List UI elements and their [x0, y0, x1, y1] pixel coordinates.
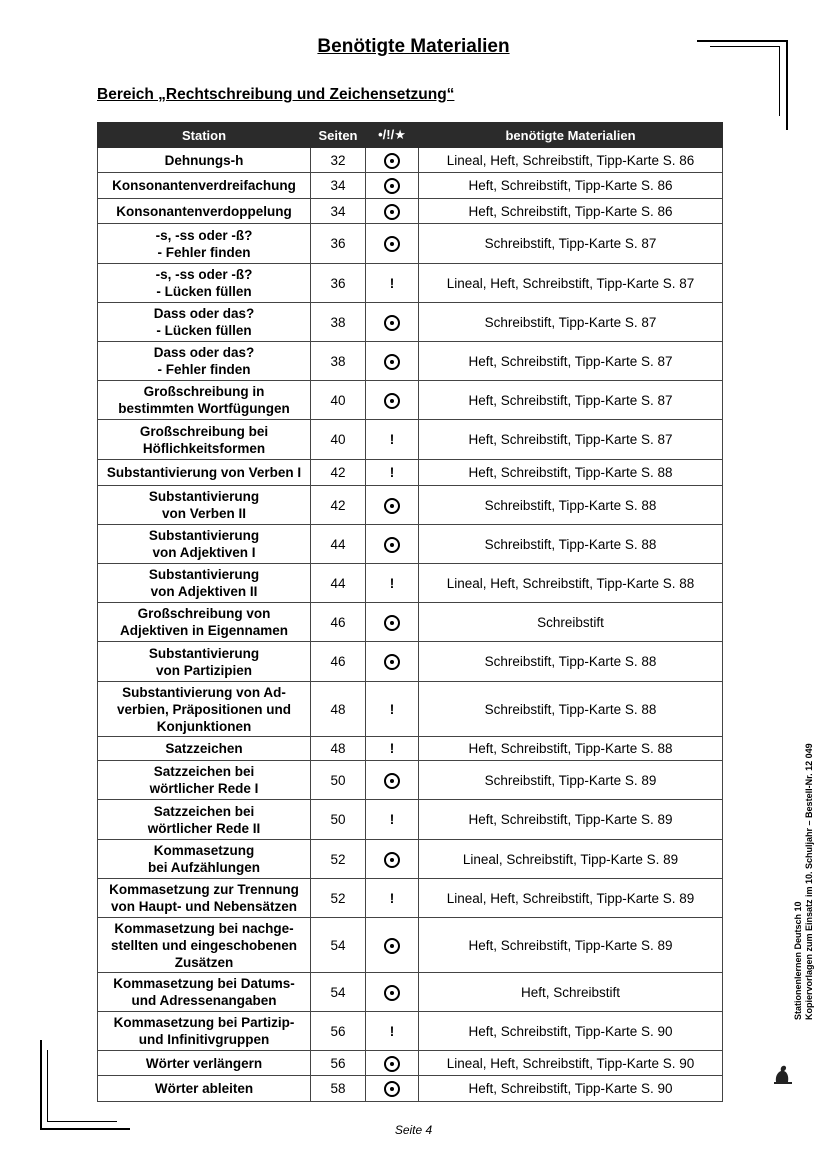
station-materials: Heft, Schreibstift, Tipp-Karte S. 86 — [419, 199, 723, 224]
station-pages: 48 — [311, 682, 366, 737]
table-row — [98, 460, 723, 486]
page-number: Seite 4 — [394, 1123, 433, 1137]
dotted-circle-icon — [384, 985, 400, 1001]
difficulty-circle-icon — [366, 199, 419, 224]
station-materials: Heft, Schreibstift, Tipp-Karte S. 87 — [419, 381, 723, 420]
dotted-circle-icon — [384, 615, 400, 631]
table-row — [98, 800, 723, 840]
station-name: Großschreibung bei Höflichkeitsformen — [98, 420, 311, 460]
table-row — [98, 486, 723, 525]
page-title: Benötigte Materialien — [317, 36, 510, 57]
table-row — [98, 148, 723, 173]
station-pages: 50 — [311, 761, 366, 800]
difficulty-circle-icon — [366, 918, 419, 973]
station-name: Wörter ableiten — [98, 1076, 311, 1102]
side-line-1: Stationenlernen Deutsch 10 — [793, 901, 803, 1020]
side-publication-info — [793, 743, 815, 1020]
station-name: Kommasetzung bei Partizip- und Infinitivgruppen — [98, 1012, 311, 1051]
table-row — [98, 879, 723, 918]
station-materials: Schreibstift, Tipp-Karte S. 88 — [419, 525, 723, 564]
difficulty-circle-icon — [366, 1076, 419, 1102]
station-pages: 56 — [311, 1012, 366, 1051]
station-materials: Schreibstift, Tipp-Karte S. 88 — [419, 642, 723, 682]
difficulty-exclamation-icon: ! — [366, 460, 419, 486]
table-row — [98, 1012, 723, 1051]
side-line-2: Kopiervorlagen zum Einsatz im 10. Schuljahr – Bestell-Nr. 12 049 — [804, 743, 814, 1020]
table-row — [98, 342, 723, 381]
materials-table — [97, 122, 723, 1102]
station-name: Kommasetzung bei Aufzählungen — [98, 840, 311, 879]
station-materials: Schreibstift, Tipp-Karte S. 87 — [419, 224, 723, 264]
difficulty-circle-icon — [366, 642, 419, 682]
difficulty-exclamation-icon: ! — [366, 879, 419, 918]
station-name: Substantivierung von Verben I — [98, 460, 311, 486]
dotted-circle-icon — [384, 153, 400, 169]
station-pages: 36 — [311, 224, 366, 264]
difficulty-exclamation-icon: ! — [366, 800, 419, 840]
station-pages: 40 — [311, 381, 366, 420]
station-pages: 54 — [311, 918, 366, 973]
dotted-circle-icon — [384, 1081, 400, 1097]
dotted-circle-icon — [384, 537, 400, 553]
difficulty-circle-icon — [366, 486, 419, 525]
difficulty-circle-icon — [366, 224, 419, 264]
station-pages: 42 — [311, 460, 366, 486]
station-materials: Lineal, Heft, Schreibstift, Tipp-Karte S. 89 — [419, 879, 723, 918]
station-materials: Schreibstift, Tipp-Karte S. 87 — [419, 303, 723, 342]
header-symbol: •/!/★ — [366, 123, 419, 148]
station-name: Konsonantenverdreifachung — [98, 173, 311, 199]
station-name: Kommasetzung bei nachge- stellten und eingeschobenen Zusätzen — [98, 918, 311, 973]
table-row — [98, 381, 723, 420]
corner-decoration-bottom-v1 — [40, 1040, 42, 1130]
station-pages: 58 — [311, 1076, 366, 1102]
difficulty-circle-icon — [366, 840, 419, 879]
station-materials: Schreibstift, Tipp-Karte S. 89 — [419, 761, 723, 800]
difficulty-circle-icon — [366, 603, 419, 642]
dotted-circle-icon — [384, 654, 400, 670]
station-name: Dass oder das? - Lücken füllen — [98, 303, 311, 342]
station-name: Substantivierung von Adjektiven II — [98, 564, 311, 603]
header-pages: Seiten — [311, 123, 366, 148]
station-pages: 50 — [311, 800, 366, 840]
station-name: Kommasetzung zur Trennung von Haupt- und Nebensätzen — [98, 879, 311, 918]
dotted-circle-icon — [384, 315, 400, 331]
station-pages: 42 — [311, 486, 366, 525]
table-row — [98, 682, 723, 737]
table-header-row — [98, 123, 723, 148]
dotted-circle-icon — [384, 178, 400, 194]
difficulty-circle-icon — [366, 973, 419, 1012]
station-pages: 38 — [311, 342, 366, 381]
header-materials: benötigte Materialien — [419, 123, 723, 148]
station-materials: Heft, Schreibstift — [419, 973, 723, 1012]
difficulty-circle-icon — [366, 173, 419, 199]
difficulty-circle-icon — [366, 148, 419, 173]
dotted-circle-icon — [384, 204, 400, 220]
table-row — [98, 973, 723, 1012]
difficulty-circle-icon — [366, 381, 419, 420]
station-materials: Heft, Schreibstift, Tipp-Karte S. 90 — [419, 1012, 723, 1051]
dotted-circle-icon — [384, 498, 400, 514]
station-materials: Heft, Schreibstift, Tipp-Karte S. 88 — [419, 460, 723, 486]
dotted-circle-icon — [384, 393, 400, 409]
station-materials: Heft, Schreibstift, Tipp-Karte S. 89 — [419, 918, 723, 973]
station-name: Satzzeichen — [98, 737, 311, 761]
table-row — [98, 199, 723, 224]
station-materials: Schreibstift, Tipp-Karte S. 88 — [419, 486, 723, 525]
station-name: Substantivierung von Verben II — [98, 486, 311, 525]
station-name: Substantivierung von Partizipien — [98, 642, 311, 682]
station-pages: 44 — [311, 564, 366, 603]
corner-decoration-bottom-h2 — [47, 1121, 117, 1122]
difficulty-exclamation-icon: ! — [366, 1012, 419, 1051]
dotted-circle-icon — [384, 938, 400, 954]
station-materials: Heft, Schreibstift, Tipp-Karte S. 90 — [419, 1076, 723, 1102]
table-row — [98, 1076, 723, 1102]
station-materials: Lineal, Schreibstift, Tipp-Karte S. 89 — [419, 840, 723, 879]
difficulty-exclamation-icon: ! — [366, 737, 419, 761]
station-name: Substantivierung von Ad- verbien, Präpositionen und Konjunktionen — [98, 682, 311, 737]
difficulty-exclamation-icon: ! — [366, 682, 419, 737]
difficulty-circle-icon — [366, 525, 419, 564]
station-materials: Heft, Schreibstift, Tipp-Karte S. 89 — [419, 800, 723, 840]
station-name: Satzzeichen bei wörtlicher Rede I — [98, 761, 311, 800]
station-pages: 34 — [311, 173, 366, 199]
station-pages: 52 — [311, 840, 366, 879]
difficulty-circle-icon — [366, 761, 419, 800]
station-pages: 36 — [311, 264, 366, 303]
station-pages: 48 — [311, 737, 366, 761]
station-name: -s, -ss oder -ß? - Fehler finden — [98, 224, 311, 264]
table-row — [98, 564, 723, 603]
station-pages: 46 — [311, 642, 366, 682]
table-row — [98, 642, 723, 682]
difficulty-circle-icon — [366, 303, 419, 342]
station-materials: Lineal, Heft, Schreibstift, Tipp-Karte S. 88 — [419, 564, 723, 603]
table-row — [98, 840, 723, 879]
station-name: -s, -ss oder -ß? - Lücken füllen — [98, 264, 311, 303]
table-row — [98, 303, 723, 342]
station-materials: Schreibstift, Tipp-Karte S. 88 — [419, 682, 723, 737]
station-name: Wörter verlängern — [98, 1051, 311, 1076]
table-row — [98, 525, 723, 564]
table-row — [98, 420, 723, 460]
station-pages: 40 — [311, 420, 366, 460]
dotted-circle-icon — [384, 852, 400, 868]
station-name: Substantivierung von Adjektiven I — [98, 525, 311, 564]
dotted-circle-icon — [384, 773, 400, 789]
difficulty-circle-icon — [366, 342, 419, 381]
dotted-circle-icon — [384, 354, 400, 370]
station-pages: 34 — [311, 199, 366, 224]
station-name: Satzzeichen bei wörtlicher Rede II — [98, 800, 311, 840]
station-materials: Schreibstift — [419, 603, 723, 642]
station-materials: Lineal, Heft, Schreibstift, Tipp-Karte S. 90 — [419, 1051, 723, 1076]
difficulty-circle-icon — [366, 1051, 419, 1076]
station-pages: 56 — [311, 1051, 366, 1076]
station-name: Dehnungs-h — [98, 148, 311, 173]
table-row — [98, 737, 723, 761]
table-row — [98, 224, 723, 264]
table-row — [98, 761, 723, 800]
station-pages: 44 — [311, 525, 366, 564]
table-row — [98, 1051, 723, 1076]
corner-decoration-bottom-v2 — [47, 1050, 48, 1122]
dotted-circle-icon — [384, 236, 400, 252]
station-name: Kommasetzung bei Datums- und Adressenangaben — [98, 973, 311, 1012]
station-materials: Lineal, Heft, Schreibstift, Tipp-Karte S. 86 — [419, 148, 723, 173]
difficulty-exclamation-icon: ! — [366, 420, 419, 460]
difficulty-exclamation-icon: ! — [366, 264, 419, 303]
station-name: Großschreibung von Adjektiven in Eigennamen — [98, 603, 311, 642]
station-materials: Heft, Schreibstift, Tipp-Karte S. 87 — [419, 342, 723, 381]
station-name: Konsonantenverdoppelung — [98, 199, 311, 224]
station-pages: 52 — [311, 879, 366, 918]
table-row — [98, 918, 723, 973]
difficulty-exclamation-icon: ! — [366, 564, 419, 603]
dotted-circle-icon — [384, 1056, 400, 1072]
station-materials: Heft, Schreibstift, Tipp-Karte S. 88 — [419, 737, 723, 761]
station-pages: 54 — [311, 973, 366, 1012]
section-title: Bereich „Rechtschreibung und Zeichensetzung“ — [97, 86, 455, 103]
station-pages: 38 — [311, 303, 366, 342]
station-materials: Lineal, Heft, Schreibstift, Tipp-Karte S. 87 — [419, 264, 723, 303]
station-pages: 46 — [311, 603, 366, 642]
station-materials: Heft, Schreibstift, Tipp-Karte S. 86 — [419, 173, 723, 199]
table-row — [98, 173, 723, 199]
header-station: Station — [98, 123, 311, 148]
station-name: Dass oder das? - Fehler finden — [98, 342, 311, 381]
station-pages: 32 — [311, 148, 366, 173]
table-row — [98, 264, 723, 303]
table-row — [98, 603, 723, 642]
publisher-logo-icon — [772, 1062, 794, 1086]
station-name: Großschreibung in bestimmten Wortfügungen — [98, 381, 311, 420]
station-materials: Heft, Schreibstift, Tipp-Karte S. 87 — [419, 420, 723, 460]
